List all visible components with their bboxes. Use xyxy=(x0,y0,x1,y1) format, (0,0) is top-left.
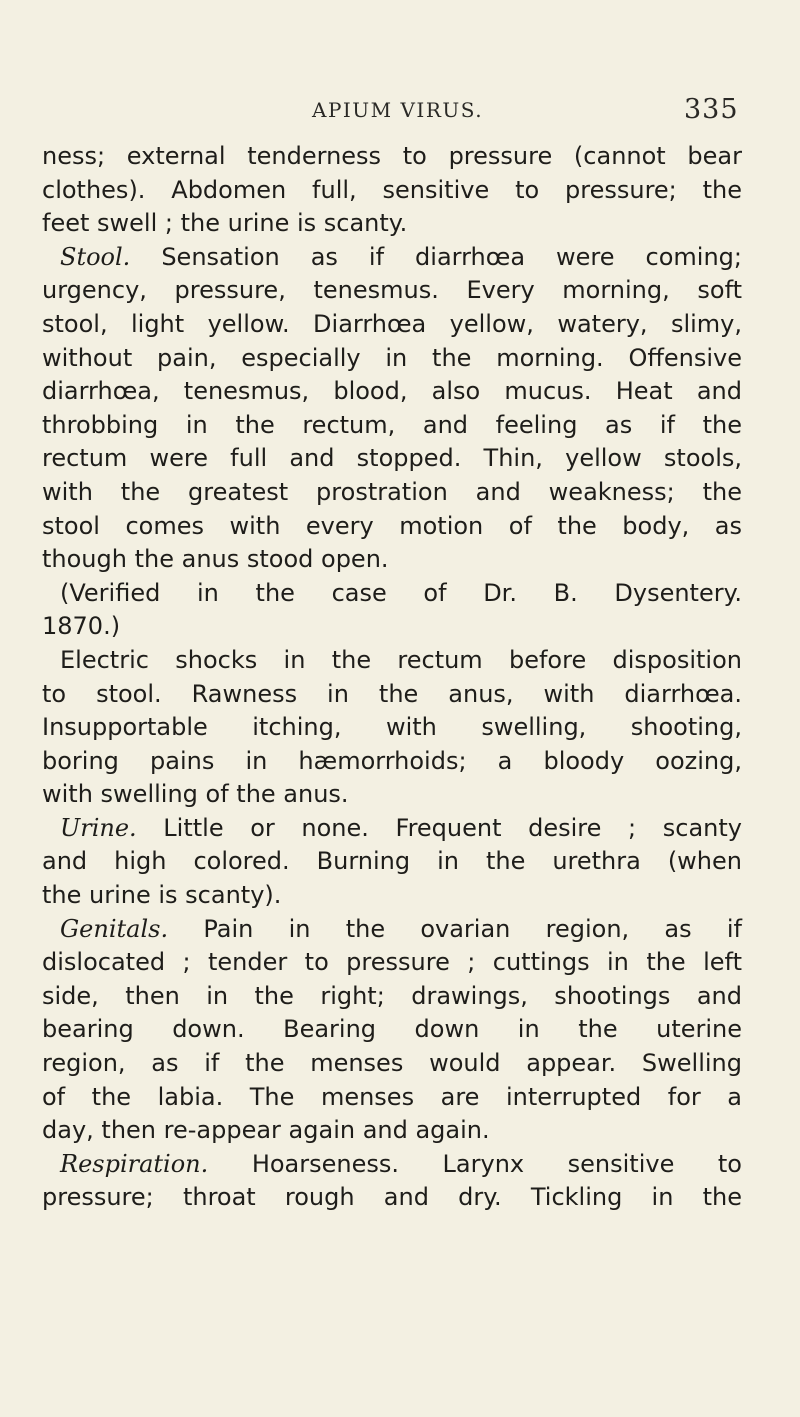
text-line xyxy=(42,1148,742,1182)
text-line: the urine is scanty). xyxy=(42,881,282,910)
text-line: region, as if the menses would appear. Swelling xyxy=(42,1049,742,1078)
text-line: to stool. Rawness in the anus, with diarrhœa. xyxy=(42,679,742,708)
text-line: boring pains in hæmorrhoids; a bloody oozing, xyxy=(42,746,742,775)
text-line: pressure; throat rough and dry. Tickling in the xyxy=(42,1183,742,1212)
section-heading-respiration: Respiration. xyxy=(60,1149,209,1178)
text-line: 1870.) xyxy=(42,612,121,641)
running-head xyxy=(0,76,800,126)
text-line: of the labia. The menses are interrupted for a xyxy=(42,1082,742,1111)
running-head-title: APIUM VIRUS. xyxy=(312,98,484,122)
text-line: with the greatest prostration and weakness; the xyxy=(42,477,742,506)
text-line: throbbing in the rectum, and feeling as if the xyxy=(42,410,742,439)
text-line: side, then in the right; drawings, shootings and xyxy=(42,981,742,1010)
text-line xyxy=(42,241,742,275)
text-line-content: Sensation as if diarrhœa were coming; xyxy=(161,242,742,271)
text-line: and high colored. Burning in the urethra (when xyxy=(42,847,742,876)
text-line-content: Pain in the ovarian region, as if xyxy=(203,914,742,943)
text-line: Electric shocks in the rectum before disposition xyxy=(60,645,742,674)
text-line-content: Little or none. Frequent desire ; scanty xyxy=(163,813,742,842)
text-line: stool, light yellow. Diarrhœa yellow, watery, slimy, xyxy=(42,309,742,338)
text-line: (Verified in the case of Dr. B. Dysentery. xyxy=(60,578,742,607)
text-line: though the anus stood open. xyxy=(42,545,389,574)
text-line: clothes). Abdomen full, sensitive to pressure; the xyxy=(42,175,742,204)
text-line: without pain, especially in the morning. Offensive xyxy=(42,343,742,372)
text-line xyxy=(42,812,742,846)
text-line xyxy=(42,913,742,947)
text-line: ness; external tenderness to pressure (cannot bear xyxy=(42,142,742,170)
section-heading-genitals: Genitals. xyxy=(60,914,169,943)
section-heading-stool: Stool. xyxy=(60,242,131,271)
text-line: urgency, pressure, tenesmus. Every morning, soft xyxy=(42,276,742,305)
text-line: rectum were full and stopped. Thin, yellow stools, xyxy=(42,444,742,473)
text-line: dislocated ; tender to pressure ; cuttings in the left xyxy=(42,948,742,977)
text-line: feet swell ; the urine is scanty. xyxy=(42,209,408,238)
text-line: day, then re-appear again and again. xyxy=(42,1116,490,1145)
text-line: Insupportable itching, with swelling, shooting, xyxy=(42,713,742,742)
text-line-content: Hoarseness. Larynx sensitive to xyxy=(251,1149,742,1178)
section-heading-urine: Urine. xyxy=(60,813,137,842)
body-text xyxy=(42,140,742,1215)
page-number: 335 xyxy=(684,94,739,125)
text-line: with swelling of the anus. xyxy=(42,780,349,809)
text-line: diarrhœa, tenesmus, blood, also mucus. Heat and xyxy=(42,377,742,406)
text-line: bearing down. Bearing down in the uterine xyxy=(42,1015,742,1044)
text-line: stool comes with every motion of the body, as xyxy=(42,511,742,540)
